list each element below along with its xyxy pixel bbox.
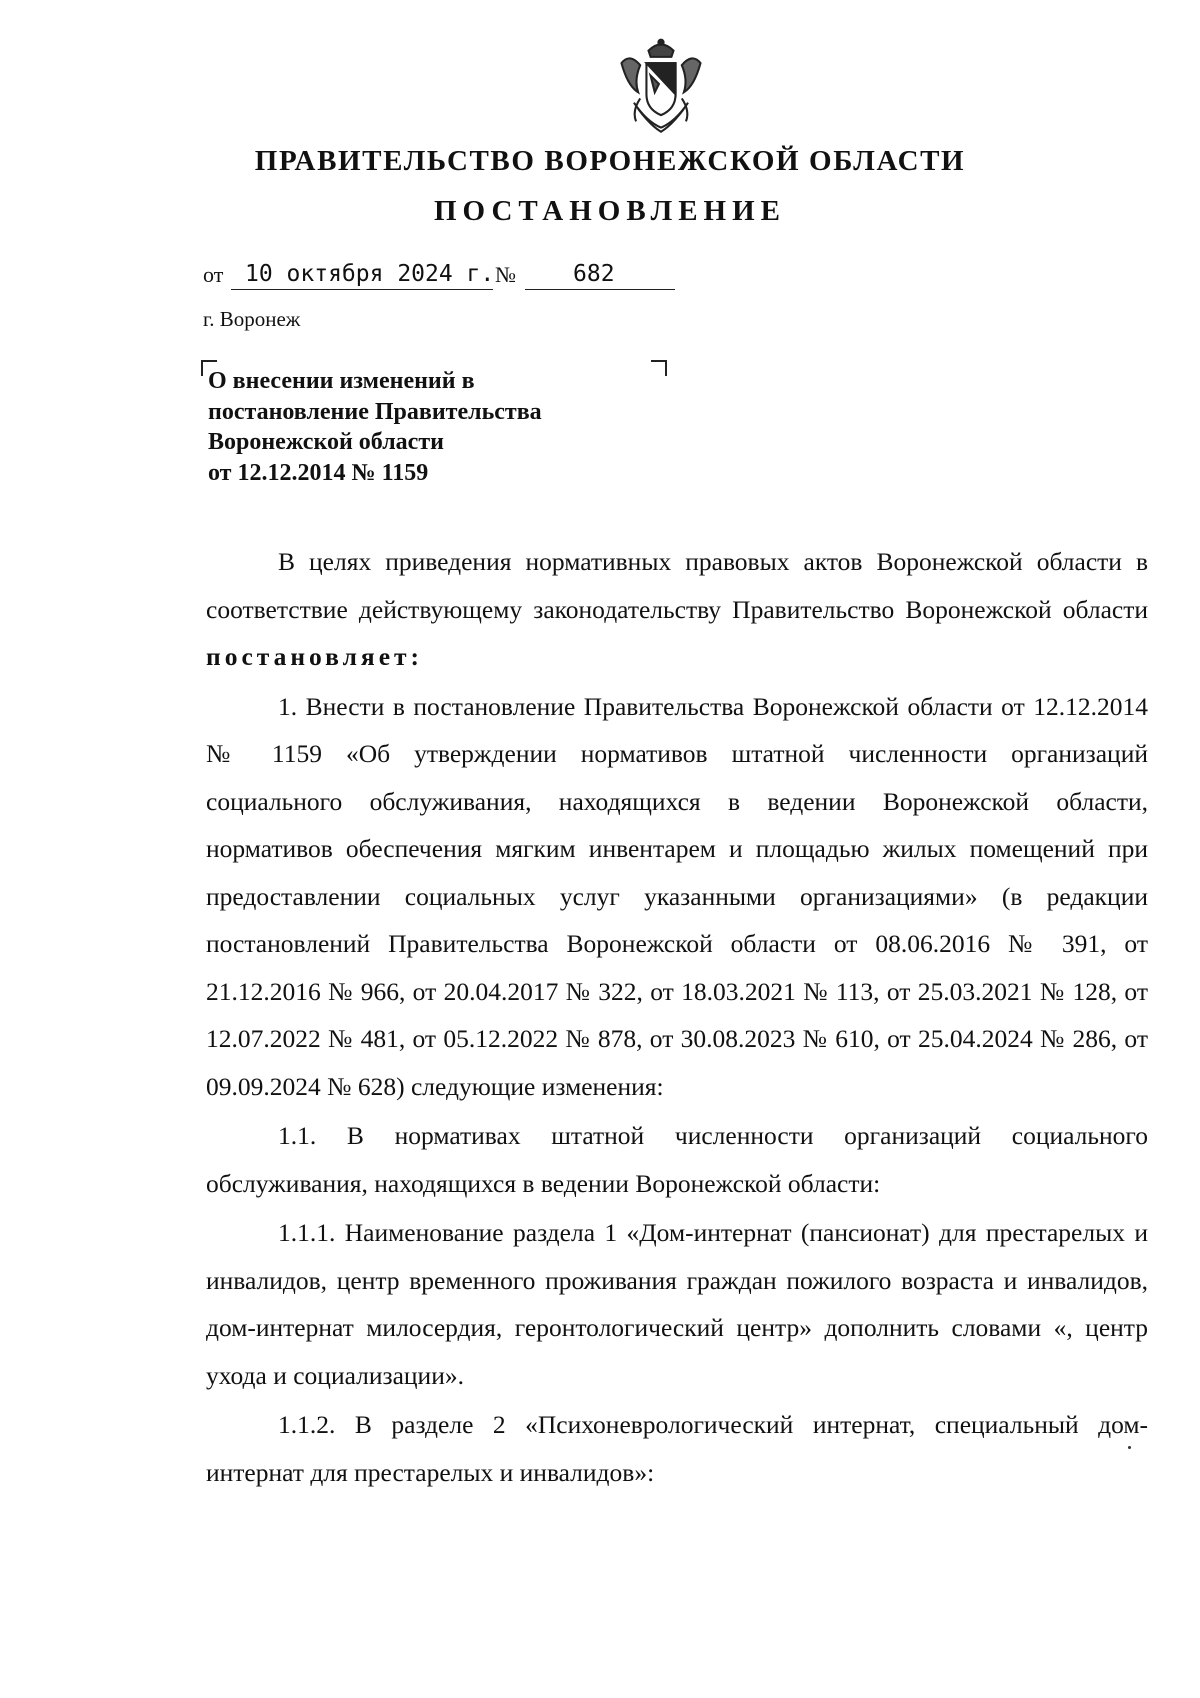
stray-mark: [1128, 1446, 1131, 1449]
document-body: [206, 538, 1148, 1498]
document-title: [208, 366, 542, 488]
coat-of-arms-icon: [609, 34, 713, 138]
document-date: 10 октября 2024 г.: [231, 261, 493, 290]
organization-name: ПРАВИТЕЛЬСТВО ВОРОНЕЖСКОЙ ОБЛАСТИ: [254, 145, 966, 177]
title-line: от 12.12.2014 № 1159: [208, 459, 429, 486]
number-label: №: [495, 262, 516, 287]
city-label: г. Воронеж: [203, 307, 301, 331]
document-number: 682: [525, 261, 675, 290]
item-1-1-2-paragraph: 1.1.2. В разделе 2 «Психоневрологический интернат, специальный дом-интернат для престарелых и инвалидов»:: [206, 1410, 1148, 1487]
item-1-paragraph: 1. Внести в постановление Правительства Воронежской области от 12.12.2014 № 1159 «Об утверждении нормативов штатной численности организаций социального обслуживания, находящихся в ведении Воронежской области, нормативов обеспечения мягким инвентарем и площадью жилых помещений при предоставлении социальных услуг указанными организациями» (в редакции постановлений Правительства Воронежской области от 08.06.2016 № 391, от 21.12.2016 № 966, от 20.04.2017 № 322, от 18.03.2021 № 113, от 25.03.2021 № 128, от 12.07.2022 № 481, от 05.12.2022 № 878, от 30.08.2023 № 610, от 25.04.2024 № 286, от 09.09.2024 № 628) следующие изменения:: [206, 691, 1148, 1101]
title-line: О внесении изменений в: [208, 368, 475, 394]
preamble-text: В целях приведения нормативных правовых актов Воронежской области в соответствие действующему законодательству Правительство Воронежской области: [206, 547, 1148, 624]
document-type: ПОСТАНОВЛЕНИЕ: [433, 195, 786, 227]
item-1-1-paragraph: 1.1. В нормативах штатной численности организаций социального обслуживания, находящихся в ведении Воронежской области:: [206, 1121, 1148, 1198]
title-line: постановление Правительства: [208, 398, 542, 425]
date-number-line: [203, 250, 683, 290]
resolves-word: постановляет:: [206, 642, 424, 671]
preamble-paragraph: [206, 538, 1148, 681]
from-label: от: [203, 262, 224, 287]
item-1-1-1-paragraph: 1.1.1. Наименование раздела 1 «Дом-интернат (пансионат) для престарелых и инвалидов, центр временного проживания граждан пожилого возраста и инвалидов, дом-интернат милосердия, геронтологический центр» дополнить словами «, центр ухода и социализации».: [206, 1218, 1148, 1390]
title-line: Воронежской области: [208, 429, 444, 455]
title-corner-mark-right: [651, 360, 667, 376]
